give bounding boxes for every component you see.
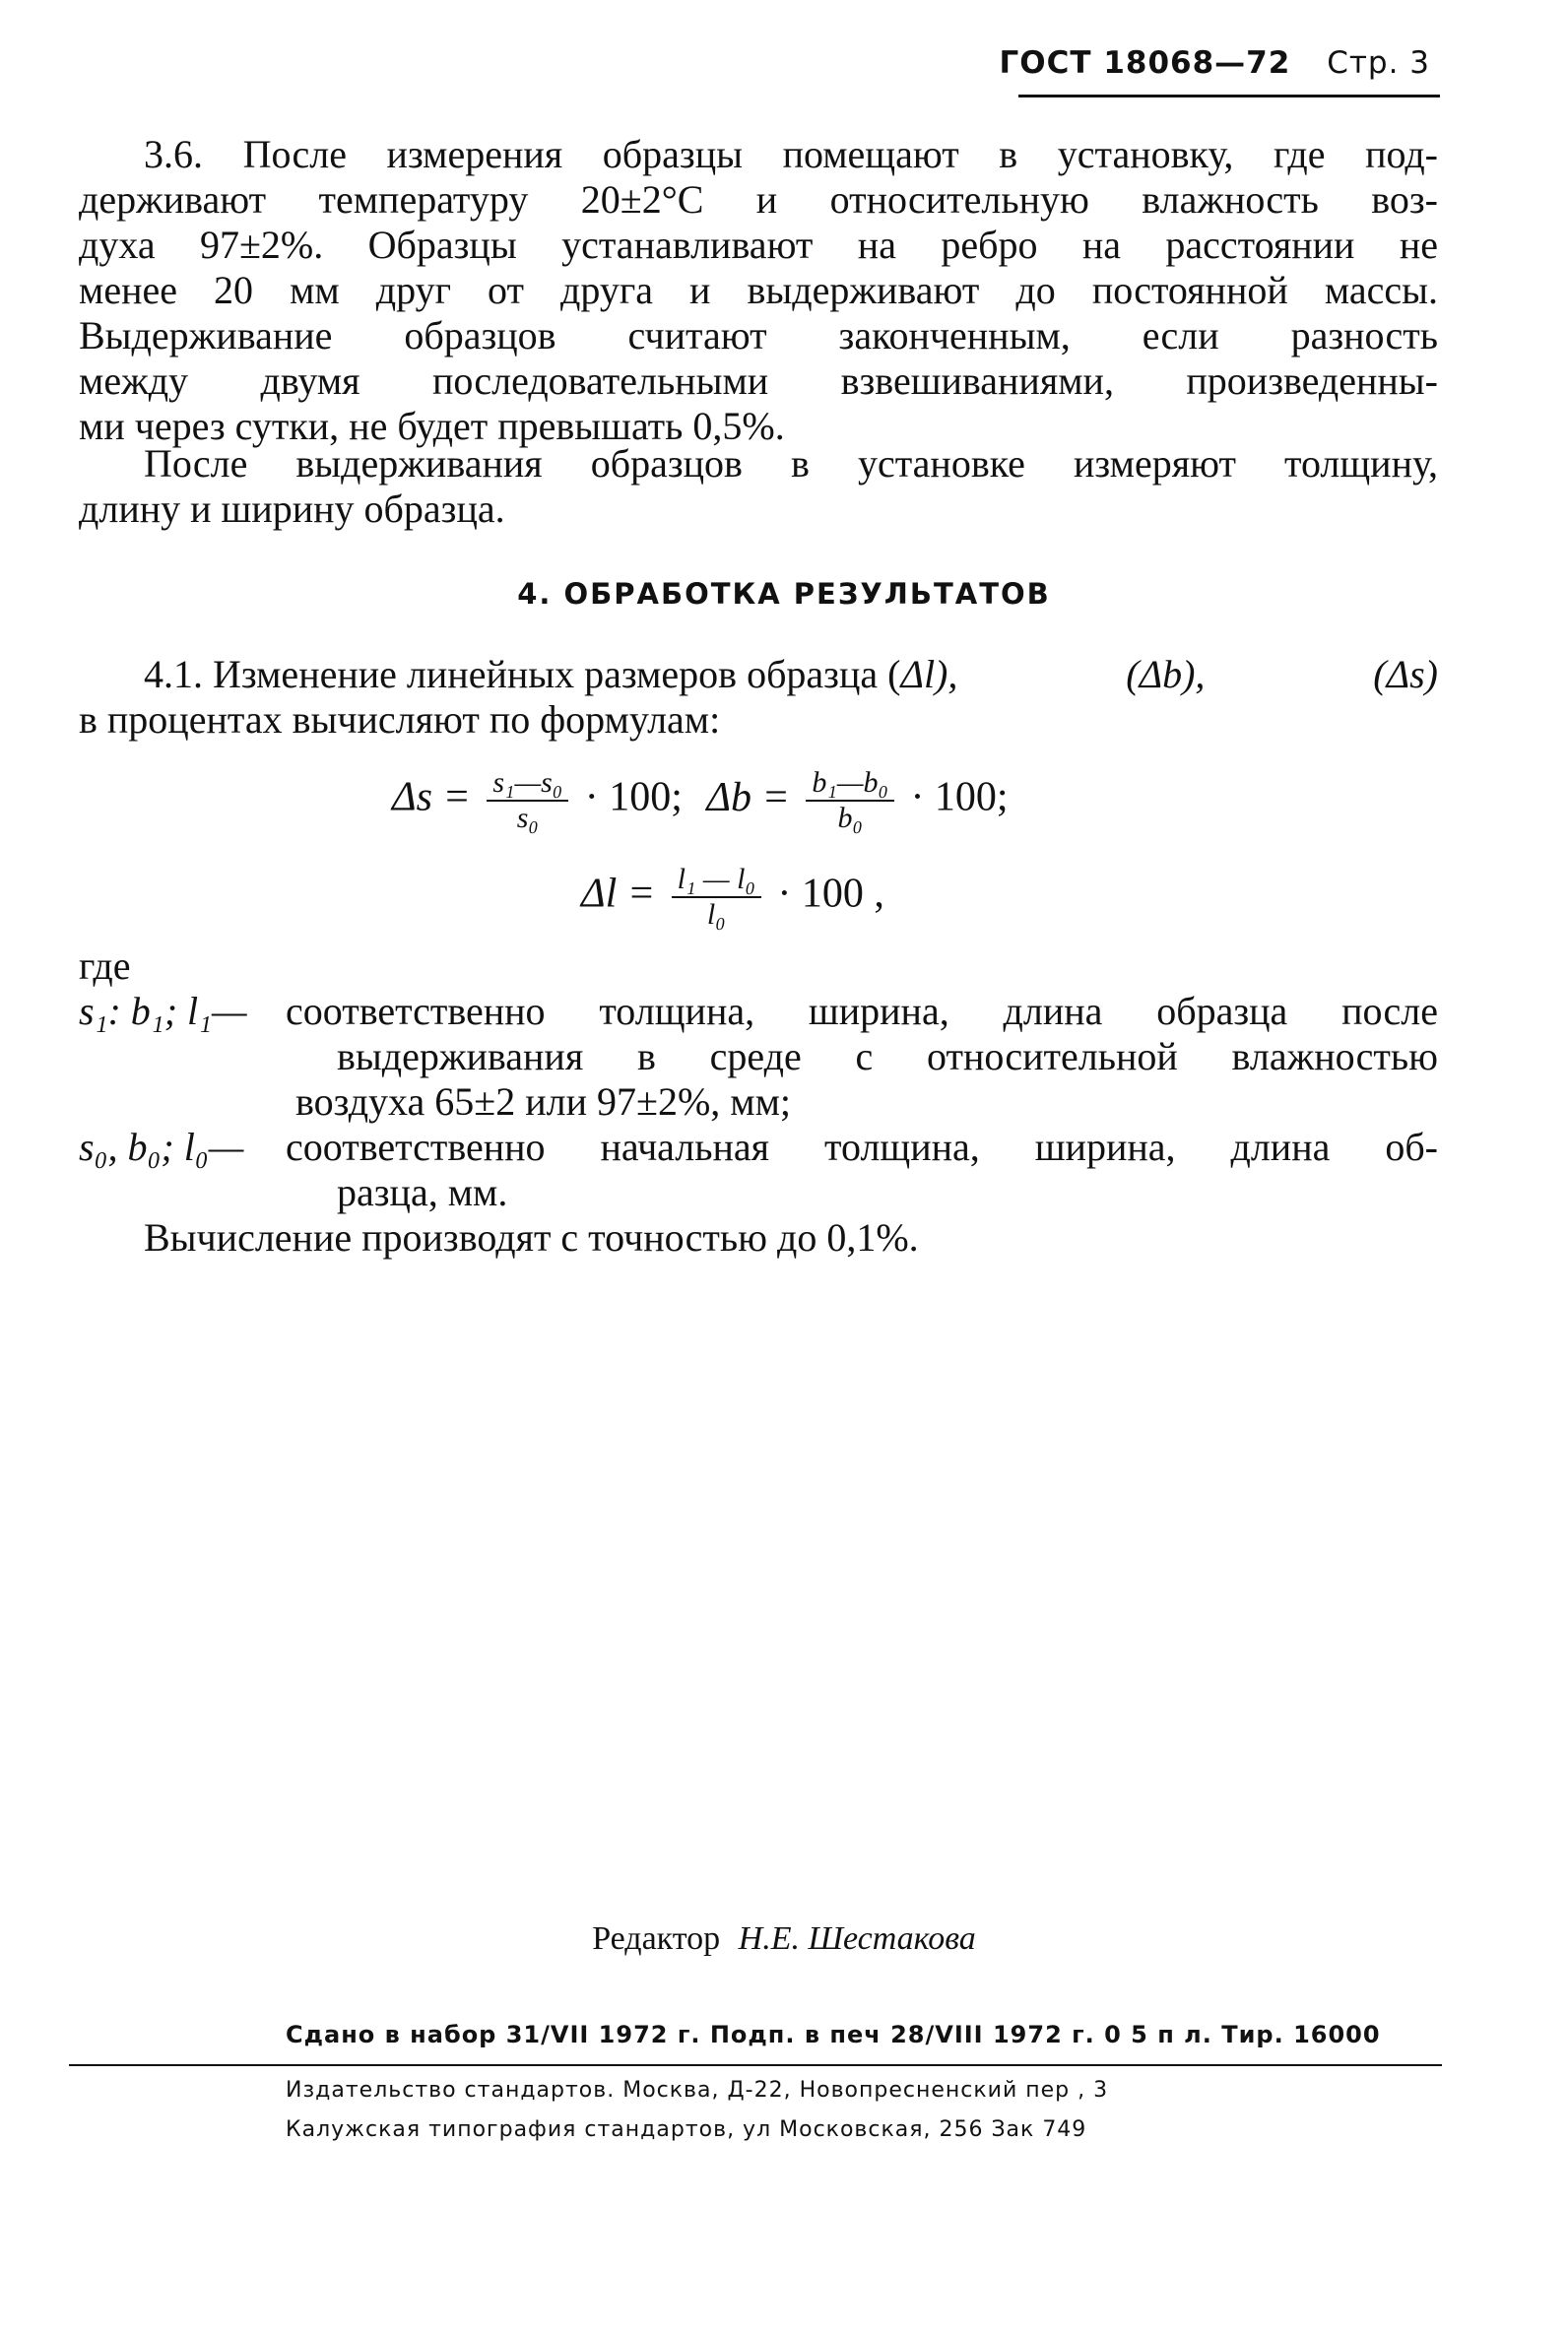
page-number: Стр. 3 xyxy=(1327,45,1430,81)
text-line: соответственно толщина, ширина, длина образца после xyxy=(286,989,1438,1033)
text-line: между двумя последовательными взвешиваниями, произведенны- xyxy=(79,358,1438,403)
text-line: в процентах вычисляют по формулам: xyxy=(79,697,721,742)
header-rule xyxy=(1018,95,1440,97)
text-line: выдерживания в среде с относительной влажностью xyxy=(337,1034,1438,1078)
fraction-dl: $\frac{\text{l₁ — l₀}}{\text{l₀}}$ xyxy=(672,863,761,932)
formula-ds-lhs: Δs = xyxy=(392,774,471,820)
editor-line xyxy=(0,1920,1568,1958)
section-title: 4. ОБРАБОТКА РЕЗУЛЬТАТОВ xyxy=(517,577,1051,611)
text-line: разца, мм. xyxy=(337,1170,508,1214)
text-line: держивают температуру 20±2°С и относительную влажность воз- xyxy=(79,177,1438,222)
standard-number: ГОСТ 18068—72 xyxy=(999,45,1291,81)
formula-db-lhs: Δb = xyxy=(706,774,790,820)
definition-2-symbols: s₀, b₀; l₀— xyxy=(79,1125,244,1169)
text-line: воздуха 65±2 или 97±2%, мм; xyxy=(295,1079,792,1124)
definition-1 xyxy=(79,989,1438,1125)
formula-ds-db: Δs = $\frac{\text{s₁—s₀}}{\text{s₀}}$ · 100; Δb = $\frac{\text{b₁—b₀}}{\text{b₀}}$ · 100; xyxy=(392,766,1009,834)
formula-dl: Δl = $\frac{\text{l₁ — l₀}}{\text{l₀}}$ · 100 , xyxy=(581,863,884,931)
fraction-ds: $\frac{\text{s₁—s₀}}{\text{s₀}}$ xyxy=(487,766,568,835)
text-line: 3.6. После измерения образцы помещают в установку, где под- xyxy=(144,132,1438,176)
text-line: менее 20 мм друг от друга и выдерживают до постоянной массы. xyxy=(79,268,1438,312)
page-header xyxy=(1000,45,1430,81)
formula-dl-lhs: Δl = xyxy=(581,871,656,917)
where-label: где xyxy=(79,943,131,988)
accuracy-note: Вычисление производят с точностью до 0,1%. xyxy=(144,1215,919,1260)
delta-s: (Δs) xyxy=(1373,652,1438,696)
text-line: После выдерживания образцов в установке измеряют толщину, xyxy=(144,441,1438,486)
text-line: Выдерживание образцов считают законченным, если разность xyxy=(79,313,1438,357)
clause-3-6 xyxy=(79,132,1438,449)
definition-2 xyxy=(79,1125,1438,1215)
editor-label: Редактор xyxy=(592,1920,721,1957)
imprint-rule xyxy=(69,2064,1442,2066)
imprint-line-3: Калужская типография стандартов, ул Московская, 256 Зак 749 xyxy=(286,2117,1087,2142)
imprint-line-2: Издательство стандартов. Москва, Д-22, Новопресненский пер , 3 xyxy=(286,2078,1109,2103)
text-line: длину и ширину образца. xyxy=(79,487,505,531)
imprint-line-1: Сдано в набор 31/VII 1972 г. Подп. в печ 28/VIII 1972 г. 0 5 п л. Тир. 16000 xyxy=(286,2021,1381,2048)
definition-1-symbols: s₁: b₁; l₁— xyxy=(79,989,247,1033)
delta-l: Δl), xyxy=(900,652,958,696)
text-line: ми через сутки, не будет превышать 0,5%. xyxy=(79,404,785,448)
delta-b: (Δb), xyxy=(1126,652,1206,696)
text-line: духа 97±2%. Образцы устанавливают на ребро на расстоянии не xyxy=(79,223,1438,267)
fraction-db: $\frac{\text{b₁—b₀}}{\text{b₀}}$ xyxy=(806,766,894,835)
editor-name: Н.Е. Шестакова xyxy=(738,1920,976,1957)
clause-4-1-start: 4.1. Изменение линейных размеров образца (Δl), xyxy=(144,652,958,696)
text-line: соответственно начальная толщина, ширина, длина об- xyxy=(286,1125,1438,1169)
clause-3-6-continued xyxy=(79,441,1438,532)
clause-4-1 xyxy=(79,652,1438,743)
